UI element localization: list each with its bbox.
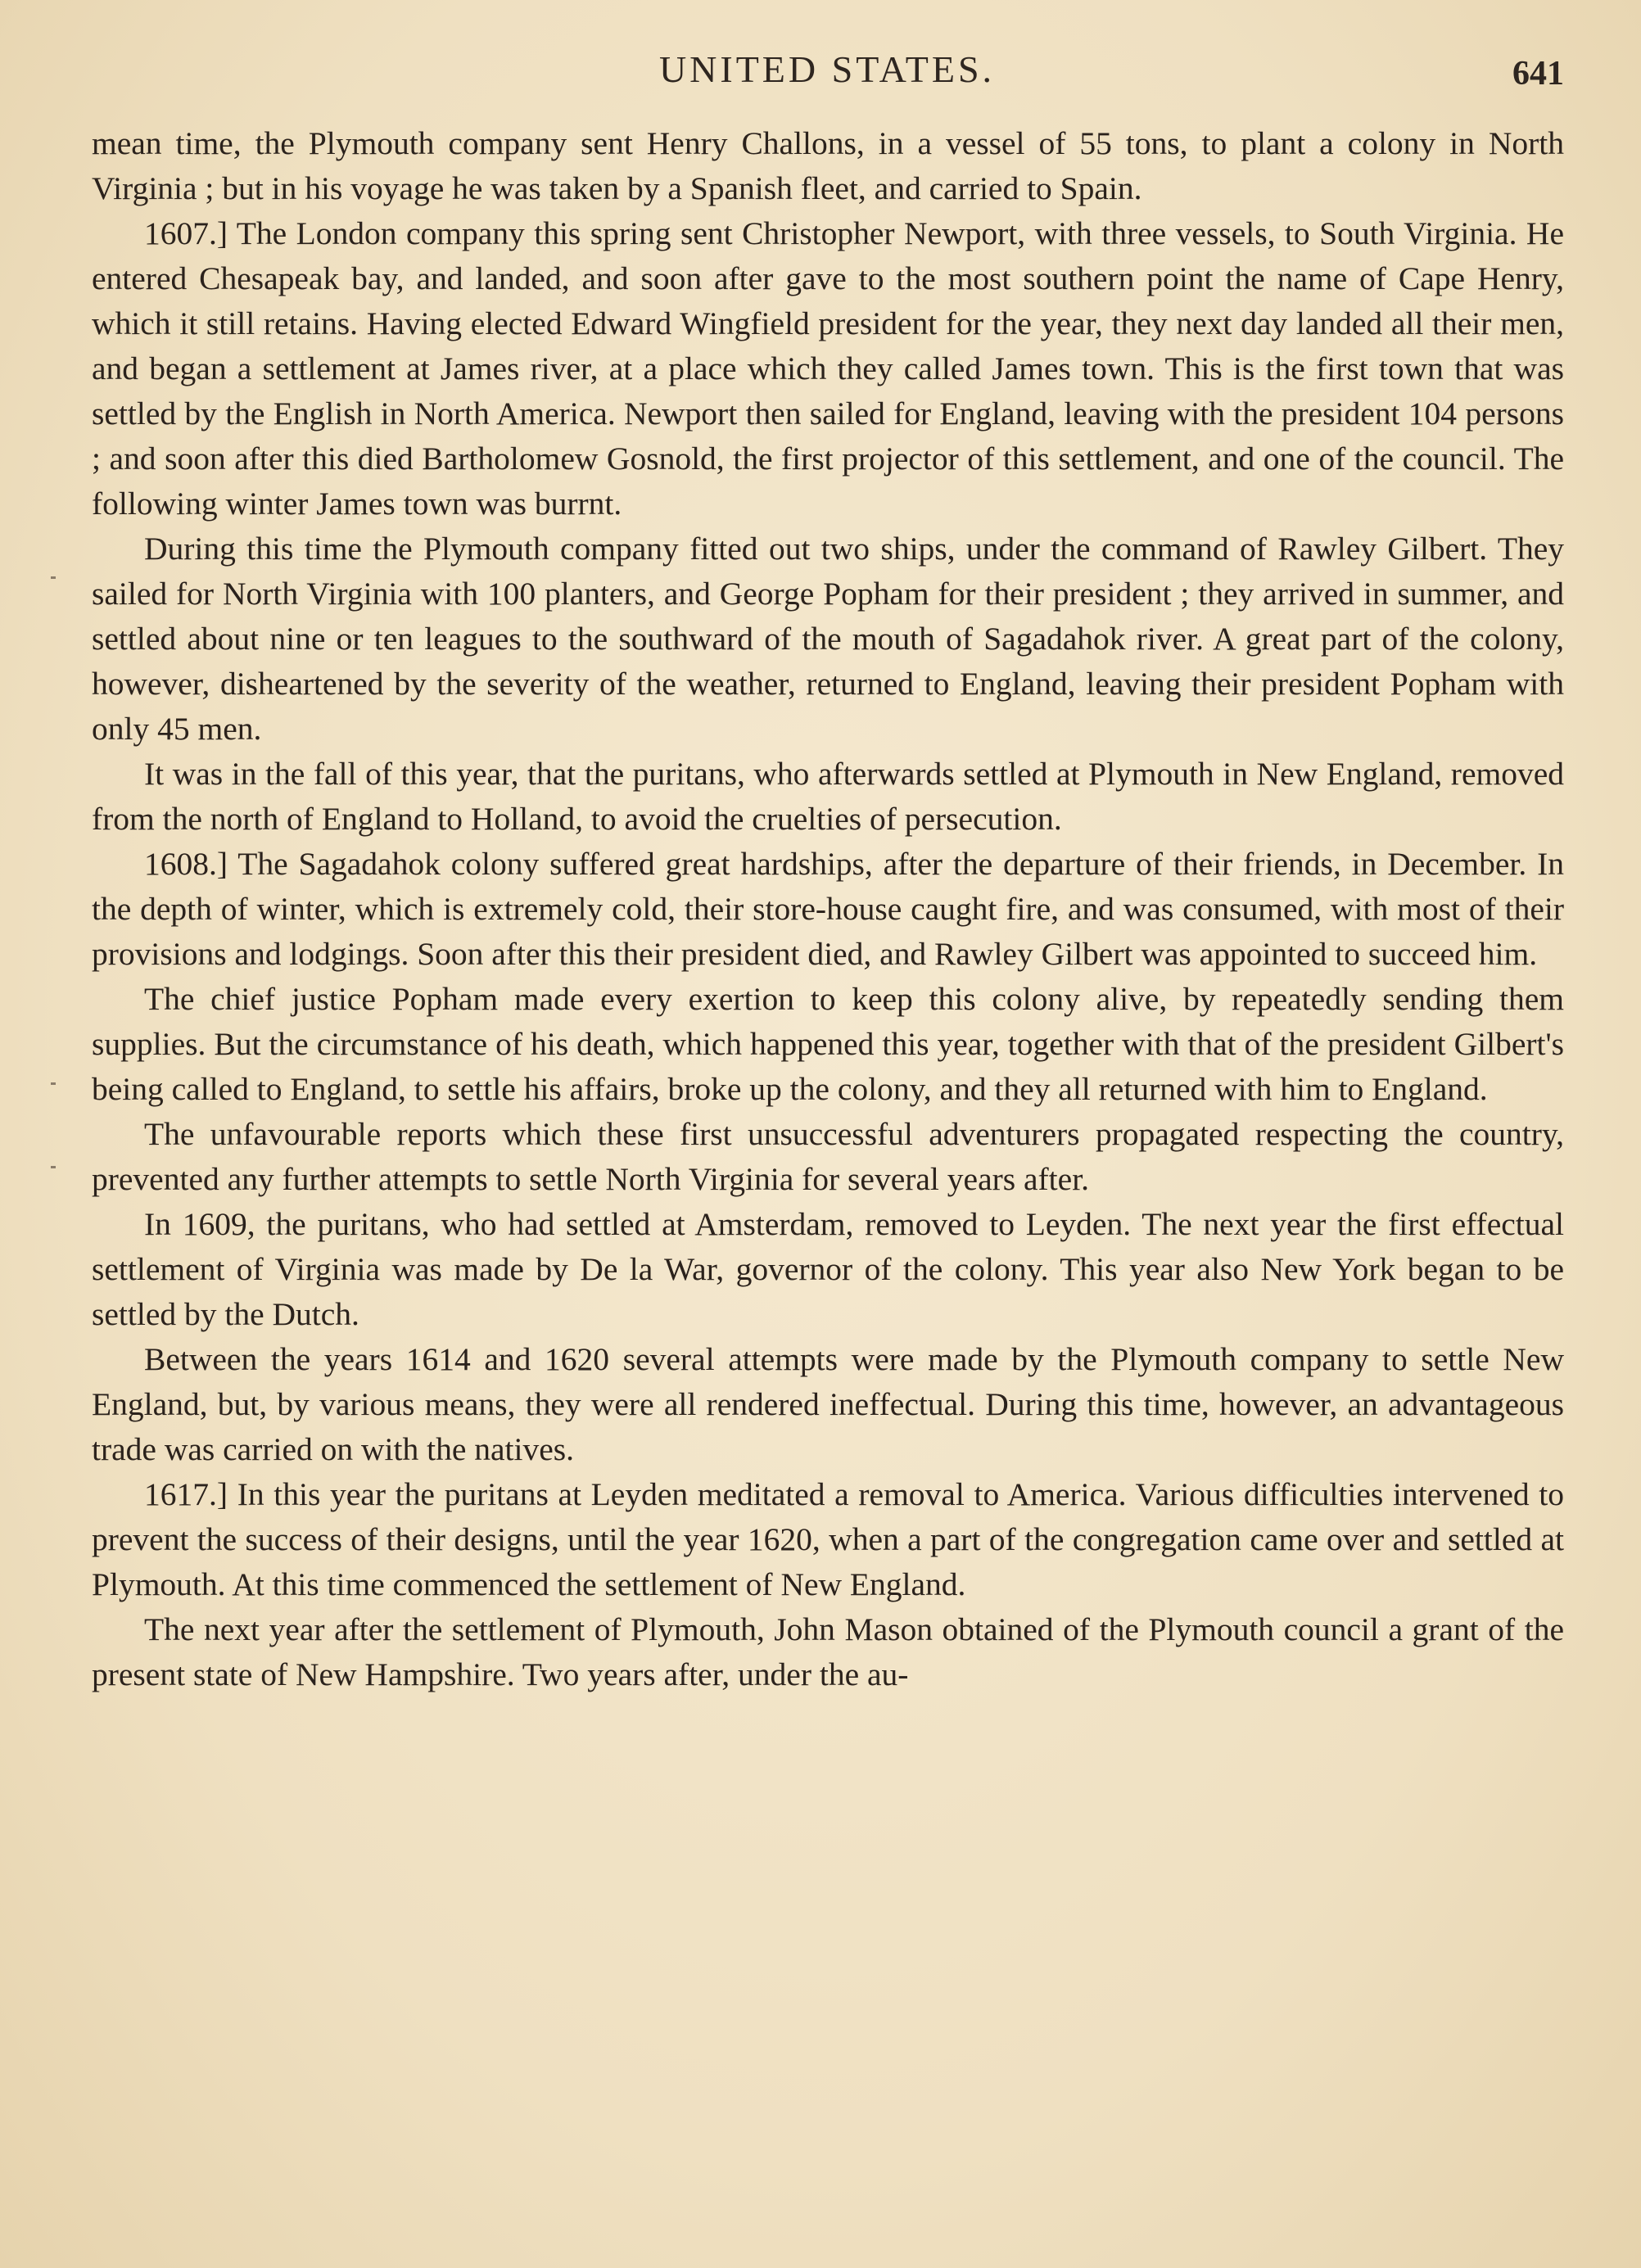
page-number: 641 (1512, 55, 1564, 93)
margin-mark (51, 576, 56, 579)
paragraph-7: The unfavourable reports which these first unsuccessful adventurers propagated respecting the country, prevented any further attempts to settle North Virginia for several years after. (92, 1116, 1564, 1197)
running-head (90, 47, 1564, 105)
paragraph-6: The chief justice Popham made every exertion to keep this colony alive, by repeatedly sending them supplies. But the circumstance of his death, which happened this year, together with that of the president Gilbert's being called to England, to settle his affairs, broke up the colony, and they all returned with him to England. (92, 981, 1564, 1107)
paragraph-9: Between the years 1614 and 1620 several attempts were made by the Plymouth company to settle New England, but, by various means, they were all rendered ineffectual. During this time, however, an advantageous trade was carried on with the natives. (92, 1341, 1564, 1467)
paragraph-3: During this time the Plymouth company fitted out two ships, under the command of Rawley Gilbert. They sailed for North Virginia with 100 planters, and George Popham for their president ; they arrived in summer, and settled about nine or ten leagues to the southward of the mouth of Sagadahok river. A great part of the colony, however, disheartened by the severity of the weather, returned to England, leaving their president Popham with only 45 men. (92, 531, 1564, 747)
paragraph-2: 1607.] The London company this spring sent Christopher Newport, with three vessels, to South Virginia. He entered Chesapeak bay, and landed, and soon after gave to the most southern point the name of Cape Henry, which it still retains. Having elected Edward Wingfield president for the year, they next day landed all their men, and began a settlement at James river, at a place which they called James town. This is the first town that was settled by the English in North America. Newport then sailed for England, leaving with the president 104 persons ; and soon after this died Bartholomew Gosnold, the first projector of this settlement, and one of the council. The following winter James town was burrnt. (92, 215, 1564, 522)
margin-mark (51, 1166, 56, 1168)
paragraph-1: mean time, the Plymouth company sent Henry Challons, in a vessel of 55 tons, to plant a colony in North Virginia ; but in his voyage he was taken by a Spanish fleet, and carried to Spain. (92, 125, 1564, 206)
body-text (92, 121, 1564, 1697)
paragraph-8: In 1609, the puritans, who had settled at Amsterdam, removed to Leyden. The next year the first effectual settlement of Virginia was made by De la War, governor of the colony. This year also New York began to be settled by the Dutch. (92, 1206, 1564, 1332)
running-title: UNITED STATES. (658, 48, 996, 90)
paragraph-5: 1608.] The Sagadahok colony suffered great hardships, after the departure of their friends, in December. In the depth of winter, which is extremely cold, their store-house caught fire, and was consumed, with most of their provisions and lodgings. Soon after this their president died, and Rawley Gilbert was appointed to succeed him. (92, 846, 1564, 972)
paragraph-4: It was in the fall of this year, that the puritans, who afterwards settled at Plymouth in New England, removed from the north of England to Holland, to avoid the cruelties of persecution. (92, 756, 1564, 837)
paragraph-10: 1617.] In this year the puritans at Leyden meditated a removal to America. Various difficulties intervened to prevent the success of their designs, until the year 1620, when a part of the congregation came over and settled at Plymouth. At this time commenced the settlement of New England. (92, 1476, 1564, 1602)
paragraph-11: The next year after the settlement of Plymouth, John Mason obtained of the Plymouth council a grant of the present state of New Hampshire. Two years after, under the au- (92, 1611, 1564, 1692)
margin-mark (51, 1082, 56, 1085)
